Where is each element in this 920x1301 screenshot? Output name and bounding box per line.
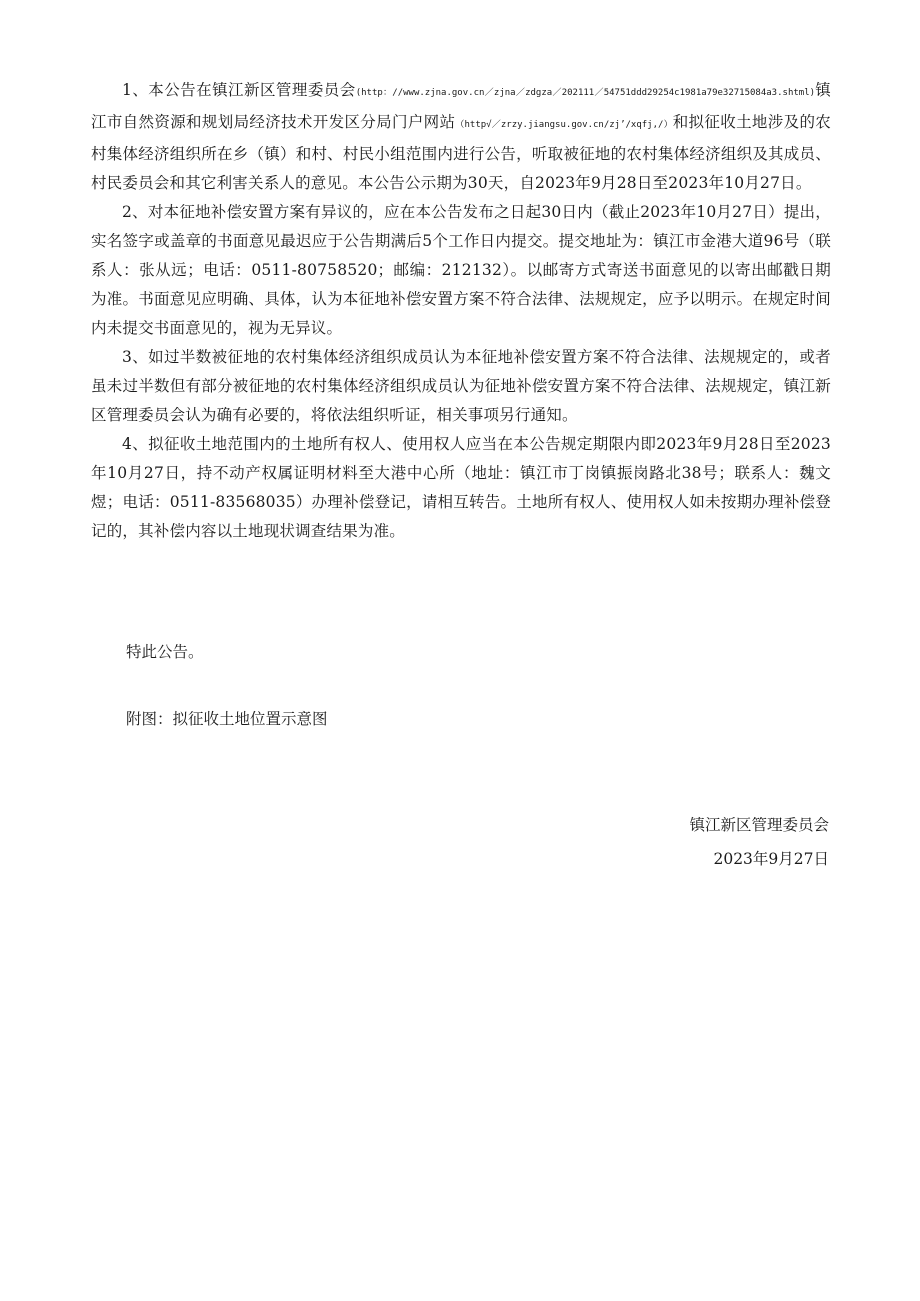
closing-statement: 特此公告。 (126, 643, 204, 661)
website-link-natural-resources[interactable]: （http√／zrzy.jiangsu.gov.cn/zj’/xqfj,/） (455, 120, 673, 130)
paragraph-3: 3、如过半数被征地的农村集体经济组织成员认为本征地补偿安置方案不符合法律、法规规定的，或者虽未过半数但有部分被征地的农村集体经济组织成员认为征地补偿安置方案不符合法律、法规规定，镇江新区管理委员会认为确有必要的，将依法组织听证，相关事项另行通知。 (91, 348, 831, 424)
attachment-note: 附图：拟征收土地位置示意图 (126, 710, 328, 728)
website-link-new-district[interactable]: (http：//www.zjna.gov.cn／zjna／zdgza／202111／54751ddd29254c1981a79e32715084a3.shtml) (355, 88, 816, 98)
paragraph-1-text-a: 1、本公告在镇江新区管理委员会 (122, 81, 356, 99)
paragraph-4: 4、拟征收土地范围内的土地所有权人、使用权人应当在本公告规定期限内即2023年9月28日至2023年10月27日，持不动产权属证明材料至大港中心所（地址：镇江市丁岗镇振岗路北38号；联系人：魏文煜；电话：0511-83568035）办理补偿登记，请相互转告。土地所有权人、使用权人如未按期办理补偿登记的，其补偿内容以土地现状调查结果为准。 (91, 435, 831, 540)
signature-organization: 镇江新区管理委员会 (689, 816, 829, 834)
document-body (91, 76, 831, 546)
paragraph-2: 2、对本征地补偿安置方案有异议的，应在本公告发布之日起30日内（截止2023年10月27日）提出，实名签字或盖章的书面意见最迟应于公告期满后5个工作日内提交。提交地址为：镇江市金港大道96号（联系人：张从远；电话：0511-80758520；邮编：212132）。以邮寄方式寄送书面意见的以寄出邮戳日期为准。书面意见应明确、具体，认为本征地补偿安置方案不符合法律、法规规定，应予以明示。在规定时间内未提交书面意见的，视为无异议。 (91, 203, 831, 337)
paragraph-1-text-b: 镇江市自然资源和规划局经济技术开发区分局门户网站 (91, 81, 832, 131)
paragraph-1 (91, 76, 831, 198)
paragraph-1-text-c: 和拟征收土地涉及的农村集体经济组织所在乡（镇）和村、村民小组范围内进行公告，听取被征地的农村集体经济组织及其成员、村民委员会和其它利害关系人的意见。本公告公示期为30天，自2023年9月28日至2023年10月27日。 (91, 113, 831, 192)
signature-date: 2023年9月27日 (713, 850, 829, 868)
